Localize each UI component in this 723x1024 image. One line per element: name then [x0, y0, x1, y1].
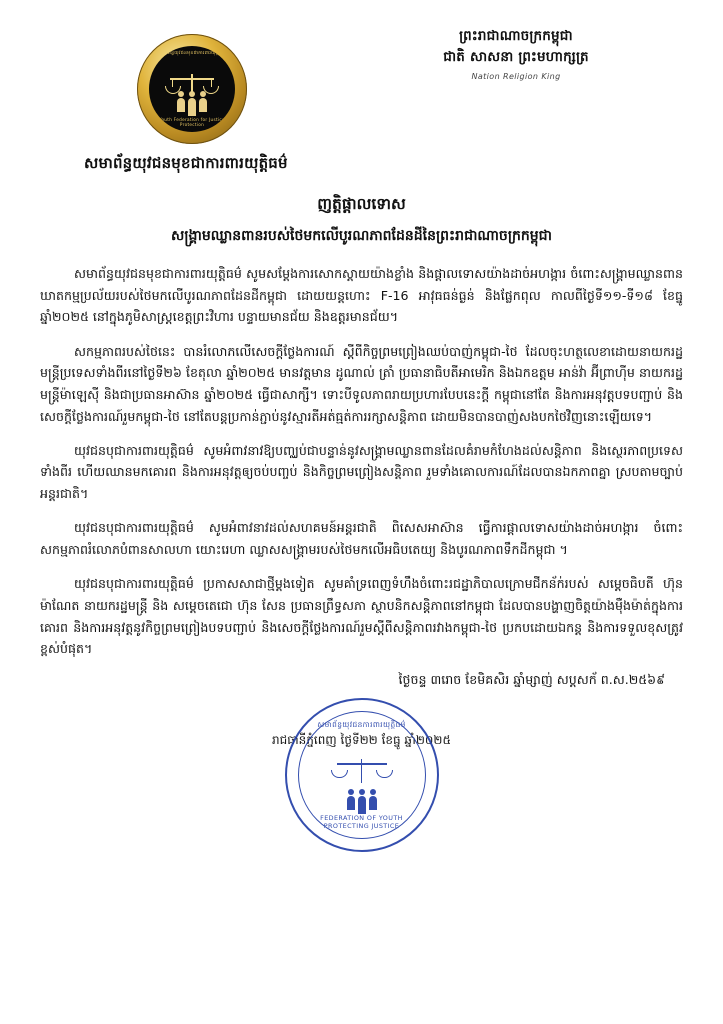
document-body	[40, 263, 683, 660]
paragraph-text: យុវជនបុជាការពារយុត្តិធម៌ ប្រកាសសាជាថ្មីម្តងទៀត សូមគាំទ្រពេញទំហឹងចំពោះរជដ្ឋាភិបាលក្រោមជីកន័ក់របស់ សម្តេចធិបតី ហ៊ុន ម៉ាណែត នាយករដ្ឋមន្ត្រី និង សម្តេចតេជោ ហ៊ុន សែន ប្រធានព្រឹទ្ធសភា ស្ថាបនិកសន្តិភាពនៅកម្ពុជា ដែលបានបង្ហាញចិត្តយ៉ាងម៉ឺងម៉ាត់ក្នុងការគោរព និងការអនុវត្តនូវកិច្ចព្រមព្រៀងបទបញ្ជាប់ និងសេចក្តីថ្លែងការណ៍រួមស្តីពីសន្តិភាពរវាងកម្ពុជា-ថៃ ប្រកបដោយឯកន្ត និងការទទួលខុសត្រូវខ្ពស់បំផុត។	[40, 576, 683, 657]
stamp-inner	[298, 711, 426, 839]
paragraph	[40, 440, 683, 505]
paragraph-text: យុវជនបុជាការពារយុត្តិធម៌ សូមអំពាវនាវដល់សហគមន៍អន្តរជាតិ ពិសេសអាស៊ាន ធ្វើការផ្តាលទោសយ៉ាងដាច់អហង្ការ ចំពោះសកម្មភាពរំលោភបំពានសាលហា យោះរេហា ឈ្លាសសង្រ្គាមរបស់ថៃមកលើអធិបតេយ្យ និងបូរណភាពទឹកដីកម្ពុជា ។	[40, 520, 683, 557]
document-header	[0, 0, 723, 150]
kingdom-of-cambodia-line: ព្រះរាជាណាចក្រកម្ពុជា	[459, 28, 573, 44]
organization-emblem-icon	[137, 34, 247, 144]
paragraph	[40, 573, 683, 660]
organization-name: សមាព័ន្ធយុវជនមុខជាការពារយុត្តិធម៌	[84, 154, 288, 172]
document-title: ញត្តិផ្តាលទោស	[317, 195, 406, 213]
date-line-khmer: ថ្ងៃចន្ទ ៣រោច ខែមិគសិរ ឆ្នាំម្សាញ់ សប្តសក័ ព.ស.២៥៦៩	[398, 671, 665, 687]
paragraph	[40, 517, 683, 560]
emblem-ring-top-text: សមាពន្ធយុវជនមុខជាការពារយុត្តិធម៌	[158, 51, 226, 56]
paragraph	[40, 341, 683, 428]
people-figures-icon	[149, 98, 235, 116]
nation-religion-king-line: ជាតិ សាសនា ព្រះមហាក្សត្រ	[443, 48, 589, 65]
paragraph-text: សមាព័ន្ធយុវជនមុខជាការពារយុត្តិធម៌ សូមសម្តែងការសោកស្តាយយ៉ាងខ្លាំង និងផ្តាលទោសយ៉ាងដាច់អហង្ការ ចំពោះសង្រ្គាមឈ្លានពានឃាតកម្មប្រល័យរបស់ថៃមកលើបូរណភាពដែនដីកម្ពុជា ដោយយន្តហោះ F-16 អាវុធធន់ធ្ងន់ និងផ្លែកពុល កាលពីថ្ងៃទី១១-ទី១៨ ខែធ្នូ ឆ្នាំ២០២៥ នៅក្នុងភូមិសាស្ត្រខេត្តព្រះវិហារ បន្ទាយមានជ័យ និងឧត្តរមានជ័យ។	[40, 266, 683, 325]
emblem-inner	[149, 46, 235, 132]
stamp-people-icon	[299, 796, 425, 814]
stamp-top-text: សមាព័ន្ធយុវជនការពារយុត្តិធម៌	[317, 720, 406, 730]
paragraph-text: យុវជនបុជាការពារយុត្តិធម៌ សូមអំពាវនាវឱ្យបញ្ឈប់ជាបន្ទាន់នូវសង្រ្គាមឈ្លានពានដែលគំរាមកំហែងដល់សន្តិភាព និងស្ថេរភាពប្រទេសទាំងពីរ ហើយឈានមកគោរព និងការអនុវត្តឲ្យចប់បញ្ចប់ និងកិច្ចព្រមព្រៀងសន្តិភាព រួមទាំងគោលការណ៍ដែលបានឯកភាពគ្នា ស្របតាមច្បាប់អន្តរជាតិ។	[40, 442, 683, 502]
national-motto-subtext: Nation Religion King	[471, 71, 561, 81]
document-subtitle: សង្រ្គាមឈ្លានពានរបស់ថៃមកលើបូរណភាពដែនដីនៃព្រះរាជាណាចក្រកម្ពុជា	[171, 228, 552, 244]
paragraph-text: សកម្មភាពរបស់ថៃនេះ បានរំលោភលើសេចក្តីថ្លែងការណ៍ ស្តីពីកិច្ចព្រមព្រៀងឈប់បាញ់កម្ពុជា-ថៃ ដែលចុះហត្ថលេខាដោយនាយករដ្ឋមន្ត្រីប្រទេសទាំងពីរនៅថ្ងៃទី២៦ ខែតុលា ឆ្នាំ២០២៥ មានវត្តមាន ដូណាល់ ត្រាំ ប្រធានាធិបតីអាមេរិក និងឯកឧត្តម អាន់វ៉ា អ៊ីព្រាហ៊ីម នាយករដ្ឋមន្ត្រីម៉ាឡេស៊ី និងជាប្រធានអាស៊ាន ឆ្នាំ២០២៥ ធ្វើជាសាក្សី។ ទោះបីទូលភាពរាយប្រហារបែបនេះក្តី កម្ពុជានៅតែ និងការអនុវត្តបទបញ្ជាប់ និងសេចក្តីថ្លែងការណ៍រួមកម្ពុជា-ថៃ នៅតែបន្តប្រកាន់ភ្ជាប់នូវស្មារតីអត់ធ្មត់ការរក្សាសន្តិភាព ដោយមិនបានបាញ់សងបកថៃវិញនោះឡើយទេ។	[40, 343, 683, 424]
stamp-bottom-text: FEDERATION OF YOUTH PROTECTING JUSTICE	[320, 814, 403, 831]
paragraph	[40, 263, 683, 328]
date-line-gregorian: រាជធានីភ្នំពេញ ថ្ងៃទី២២ ខែធ្នូ ឆ្នាំ២០២៥	[271, 733, 452, 748]
title-block	[0, 194, 723, 247]
national-motto-block	[351, 26, 681, 81]
official-stamp-icon	[285, 698, 439, 852]
signature-area	[0, 690, 723, 831]
emblem-ring-bottom-text: Youth Federation for Justice Protection	[159, 117, 225, 127]
